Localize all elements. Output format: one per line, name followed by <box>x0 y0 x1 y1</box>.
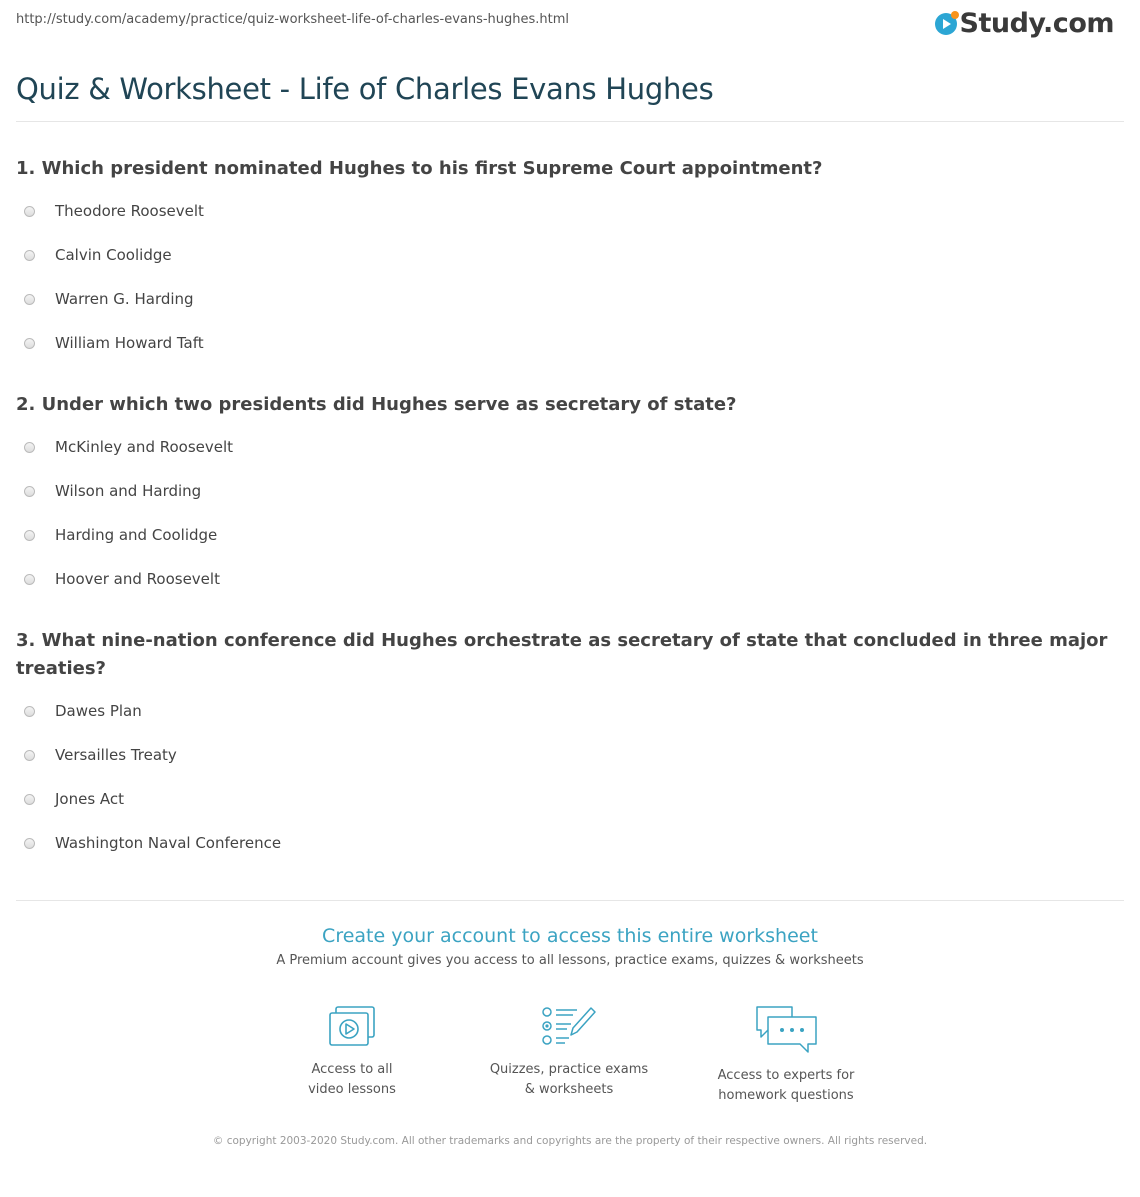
answer-option[interactable] <box>16 557 1116 601</box>
cta-divider <box>16 900 1124 901</box>
feature-label <box>252 1060 452 1100</box>
feature-label-line: Access to all <box>311 1062 393 1077</box>
answer-option[interactable] <box>16 321 1116 365</box>
question-text: 1. Which president nominated Hughes to his first Supreme Court appointment? <box>16 158 823 179</box>
radio-button-icon[interactable] <box>24 838 35 849</box>
question-list <box>16 155 1116 891</box>
page-url: http://study.com/academy/practice/quiz-worksheet-life-of-charles-evans-hughes.html <box>16 12 570 27</box>
radio-button-icon[interactable] <box>24 530 35 541</box>
answer-option[interactable] <box>16 233 1116 277</box>
cta-subtitle: A Premium account gives you access to all lessons, practice exams, quizzes & worksheets <box>276 953 864 968</box>
question-1 <box>16 155 1116 365</box>
answer-option[interactable] <box>16 189 1116 233</box>
feature-label <box>469 1060 669 1100</box>
answer-option[interactable] <box>16 777 1116 821</box>
feature-video-lessons <box>252 1004 452 1100</box>
feature-list <box>0 1004 1140 1114</box>
signup-cta <box>0 925 1140 968</box>
radio-button-icon[interactable] <box>24 294 35 305</box>
answer-label: Wilson and Harding <box>55 482 202 500</box>
answer-option[interactable] <box>16 513 1116 557</box>
answer-label: Versailles Treaty <box>55 746 177 764</box>
answer-label: McKinley and Roosevelt <box>55 438 234 456</box>
feature-quizzes <box>469 1004 669 1100</box>
answer-label: Jones Act <box>55 790 125 808</box>
copyright-notice: © copyright 2003-2020 Study.com. All other trademarks and copyrights are the property of their respective owners. All rights reserved. <box>212 1135 928 1147</box>
radio-button-icon[interactable] <box>24 574 35 585</box>
radio-button-icon[interactable] <box>24 206 35 217</box>
feature-label-line: homework questions <box>718 1088 854 1103</box>
logo-text: Study.com <box>959 8 1114 39</box>
feature-experts <box>686 1004 886 1106</box>
radio-button-icon[interactable] <box>24 442 35 453</box>
radio-button-icon[interactable] <box>24 794 35 805</box>
answer-label: Warren G. Harding <box>55 290 194 308</box>
answer-label: Dawes Plan <box>55 702 142 720</box>
radio-button-icon[interactable] <box>24 750 35 761</box>
feature-label-line: Access to experts for <box>717 1068 855 1083</box>
answer-option[interactable] <box>16 689 1116 733</box>
answer-label: Washington Naval Conference <box>55 834 282 852</box>
radio-button-icon[interactable] <box>24 250 35 261</box>
title-divider <box>16 121 1124 122</box>
cta-link[interactable]: Create your account to access this entire worksheet <box>322 925 818 947</box>
answer-label: Theodore Roosevelt <box>55 202 204 220</box>
page-title: Quiz & Worksheet - Life of Charles Evans Hughes <box>16 72 714 106</box>
video-lessons-icon <box>326 1004 378 1050</box>
answer-label: Calvin Coolidge <box>55 246 172 264</box>
answer-option[interactable] <box>16 821 1116 865</box>
answer-option[interactable] <box>16 733 1116 777</box>
answer-option[interactable] <box>16 425 1116 469</box>
radio-button-icon[interactable] <box>24 706 35 717</box>
radio-button-icon[interactable] <box>24 486 35 497</box>
feature-label-line: video lessons <box>308 1082 396 1097</box>
question-text: 3. What nine-nation conference did Hughes orchestrate as secretary of state that concluded in three major treaties? <box>16 630 1108 679</box>
answer-label: William Howard Taft <box>55 334 204 352</box>
answer-label: Harding and Coolidge <box>55 526 218 544</box>
chat-bubbles-icon <box>754 1004 818 1056</box>
quiz-checklist-icon <box>541 1004 597 1050</box>
feature-label-line: Quizzes, practice exams <box>489 1062 649 1077</box>
answer-option[interactable] <box>16 469 1116 513</box>
question-text: 2. Under which two presidents did Hughes serve as secretary of state? <box>16 394 737 415</box>
answer-label: Hoover and Roosevelt <box>55 570 220 588</box>
question-2 <box>16 391 1116 601</box>
question-3 <box>16 627 1116 865</box>
radio-button-icon[interactable] <box>24 338 35 349</box>
feature-label-line: & worksheets <box>524 1082 614 1097</box>
study-logo[interactable] <box>935 8 1114 39</box>
answer-option[interactable] <box>16 277 1116 321</box>
play-logo-icon <box>935 13 957 35</box>
feature-label <box>686 1066 886 1106</box>
